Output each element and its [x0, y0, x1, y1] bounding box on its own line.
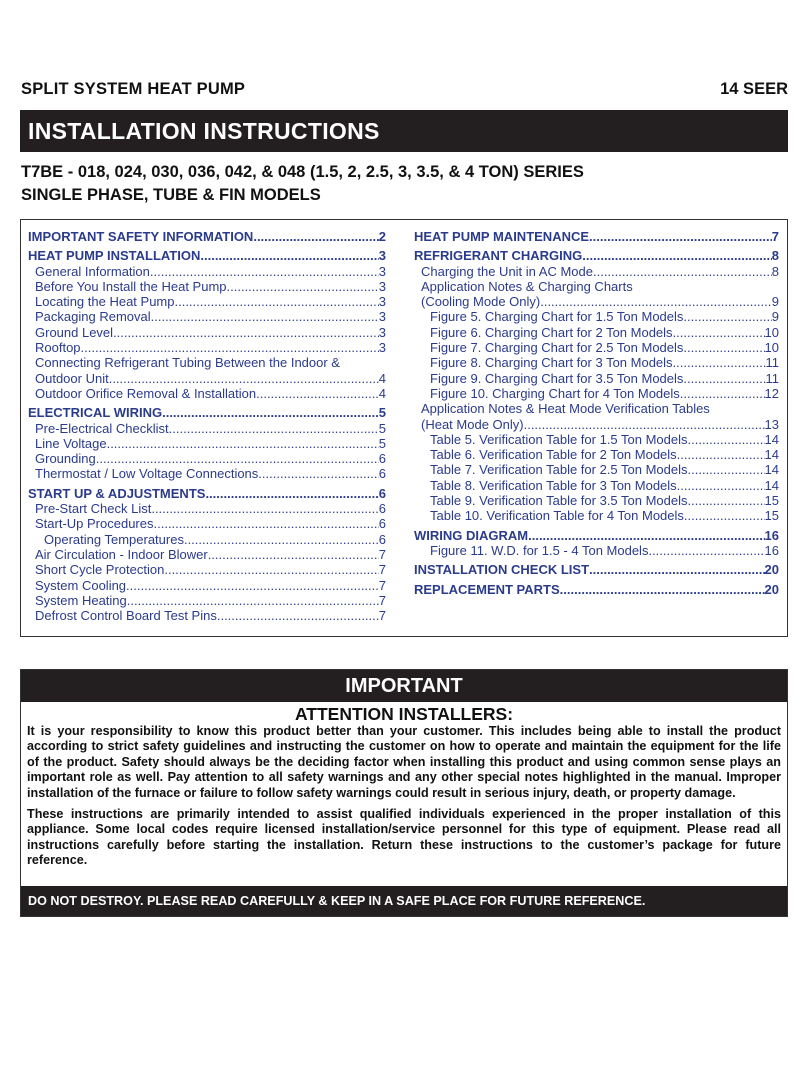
toc-entry[interactable]: System Heating ..... 7 — [28, 593, 386, 608]
toc-entry[interactable]: IMPORTANT SAFETY INFORMATION ..... 2 — [28, 229, 386, 244]
toc-entry[interactable]: Ground Level ..... 3 — [28, 325, 386, 340]
toc-entry[interactable]: HEAT PUMP INSTALLATION ..... 3 — [28, 248, 386, 263]
toc-entry[interactable]: Packaging Removal ..... 3 — [28, 309, 386, 324]
toc-entry[interactable]: REFRIGERANT CHARGING ..... 8 — [414, 248, 779, 263]
toc-entry[interactable]: Outdoor Unit ..... 4 — [28, 371, 386, 386]
toc-entry[interactable]: ELECTRICAL WIRING ..... 5 — [28, 405, 386, 420]
installer-responsibility-paragraph: It is your responsibility to know this product better than your customer. This includes being able to install the product according to strict safety guidelines and instructing the customer on how to operate and maintain the equipment for the life of the product. Safety should always be the deciding factor when installing this product and using common sense plays an important role as well. Pay attention to all safety warnings and any other special notes highlighted in the manual. Improper installation of the furnace or failure to follow safety warnings could result in serious injury, death, or property damage. — [27, 724, 781, 800]
toc-entry[interactable]: Air Circulation - Indoor Blower ..... 7 — [28, 547, 386, 562]
table-of-contents — [20, 219, 788, 637]
toc-entry[interactable]: Table 8. Verification Table for 3 Ton Models ..... 14 — [414, 478, 779, 493]
model-series — [21, 161, 584, 207]
toc-entry[interactable]: Table 9. Verification Table for 3.5 Ton Models ..... 15 — [414, 493, 779, 508]
toc-entry[interactable]: Figure 8. Charging Chart for 3 Ton Models ..... 11 — [414, 355, 779, 370]
toc-entry[interactable]: Table 10. Verification Table for 4 Ton Models ..... 15 — [414, 508, 779, 523]
do-not-destroy-notice: DO NOT DESTROY. PLEASE READ CAREFULLY & KEEP IN A SAFE PLACE FOR FUTURE REFERENCE. — [21, 886, 787, 916]
toc-entry[interactable]: Start-Up Procedures ..... 6 — [28, 516, 386, 531]
toc-entry[interactable]: Pre-Start Check List ..... 6 — [28, 501, 386, 516]
toc-entry[interactable]: Grounding ..... 6 — [28, 451, 386, 466]
attention-installers-heading: ATTENTION INSTALLERS: — [294, 704, 514, 724]
toc-entry[interactable]: Table 6. Verification Table for 2 Ton Models ..... 14 — [414, 447, 779, 462]
toc-entry[interactable]: START UP & ADJUSTMENTS ..... 6 — [28, 486, 386, 501]
toc-entry[interactable]: Line Voltage ..... 5 — [28, 436, 386, 451]
toc-entry[interactable]: Application Notes & Charging Charts — [421, 278, 633, 294]
seer-rating: 14 SEER — [720, 80, 788, 98]
model-series-line-1: T7BE - 018, 024, 030, 036, 042, & 048 (1.5, 2, 2.5, 3, 3.5, & 4 TON) SERIES — [21, 163, 584, 181]
toc-entry[interactable]: Before You Install the Heat Pump ..... 3 — [28, 279, 386, 294]
toc-entry[interactable]: Thermostat / Low Voltage Connections ..... 6 — [28, 466, 386, 481]
toc-entry[interactable]: Connecting Refrigerant Tubing Between the Indoor & — [35, 355, 340, 371]
toc-entry[interactable]: Application Notes & Heat Mode Verification Tables — [421, 401, 710, 417]
toc-entry[interactable]: (Heat Mode Only) ..... 13 — [414, 417, 779, 432]
important-heading: IMPORTANT — [21, 670, 787, 702]
toc-right-column — [414, 229, 779, 597]
toc-entry[interactable]: Figure 7. Charging Chart for 2.5 Ton Models ..... 10 — [414, 340, 779, 355]
toc-entry[interactable]: Figure 9. Charging Chart for 3.5 Ton Models ..... 11 — [414, 371, 779, 386]
toc-entry[interactable]: Charging the Unit in AC Mode ..... 8 — [414, 264, 779, 279]
toc-entry[interactable]: Rooftop ..... 3 — [28, 340, 386, 355]
toc-entry[interactable]: Figure 10. Charging Chart for 4 Ton Models ..... 12 — [414, 386, 779, 401]
document-title-banner: INSTALLATION INSTRUCTIONS — [20, 110, 788, 152]
toc-entry[interactable]: Locating the Heat Pump ..... 3 — [28, 294, 386, 309]
model-series-line-2: SINGLE PHASE, TUBE & FIN MODELS — [21, 186, 321, 204]
toc-entry[interactable]: Outdoor Orifice Removal & Installation ..... 4 — [28, 386, 386, 401]
toc-left-column — [28, 229, 386, 623]
important-notice — [20, 669, 788, 917]
toc-entry[interactable]: Table 7. Verification Table for 2.5 Ton Models ..... 14 — [414, 462, 779, 477]
toc-entry[interactable]: REPLACEMENT PARTS ..... 20 — [414, 582, 779, 597]
toc-entry[interactable]: Figure 5. Charging Chart for 1.5 Ton Models ..... 9 — [414, 309, 779, 324]
toc-entry[interactable]: WIRING DIAGRAM ..... 16 — [414, 528, 779, 543]
qualified-installer-paragraph: These instructions are primarily intended to assist qualified individuals experienced in the proper installation of this appliance. Some local codes require licensed installation/service personnel for this type of equipment. Please read all instructions carefully before starting the installation. Return these instructions to the customer’s package for future reference. — [27, 807, 781, 868]
toc-entry[interactable]: Figure 6. Charging Chart for 2 Ton Models ..... 10 — [414, 325, 779, 340]
toc-entry[interactable]: Defrost Control Board Test Pins ..... 7 — [28, 608, 386, 623]
toc-entry[interactable]: Operating Temperatures ..... 6 — [28, 532, 386, 547]
toc-entry[interactable]: Pre-Electrical Checklist ..... 5 — [28, 421, 386, 436]
product-type: SPLIT SYSTEM HEAT PUMP — [21, 80, 246, 98]
toc-entry[interactable]: Table 5. Verification Table for 1.5 Ton Models ..... 14 — [414, 432, 779, 447]
toc-entry[interactable]: General Information ..... 3 — [28, 264, 386, 279]
toc-entry[interactable]: INSTALLATION CHECK LIST ..... 20 — [414, 562, 779, 577]
toc-entry[interactable]: (Cooling Mode Only) ..... 9 — [414, 294, 779, 309]
toc-entry[interactable]: Figure 11. W.D. for 1.5 - 4 Ton Models ..... 16 — [414, 543, 779, 558]
toc-entry[interactable]: HEAT PUMP MAINTENANCE ..... 7 — [414, 229, 779, 244]
toc-entry[interactable]: System Cooling ..... 7 — [28, 578, 386, 593]
toc-entry[interactable]: Short Cycle Protection ..... 7 — [28, 562, 386, 577]
